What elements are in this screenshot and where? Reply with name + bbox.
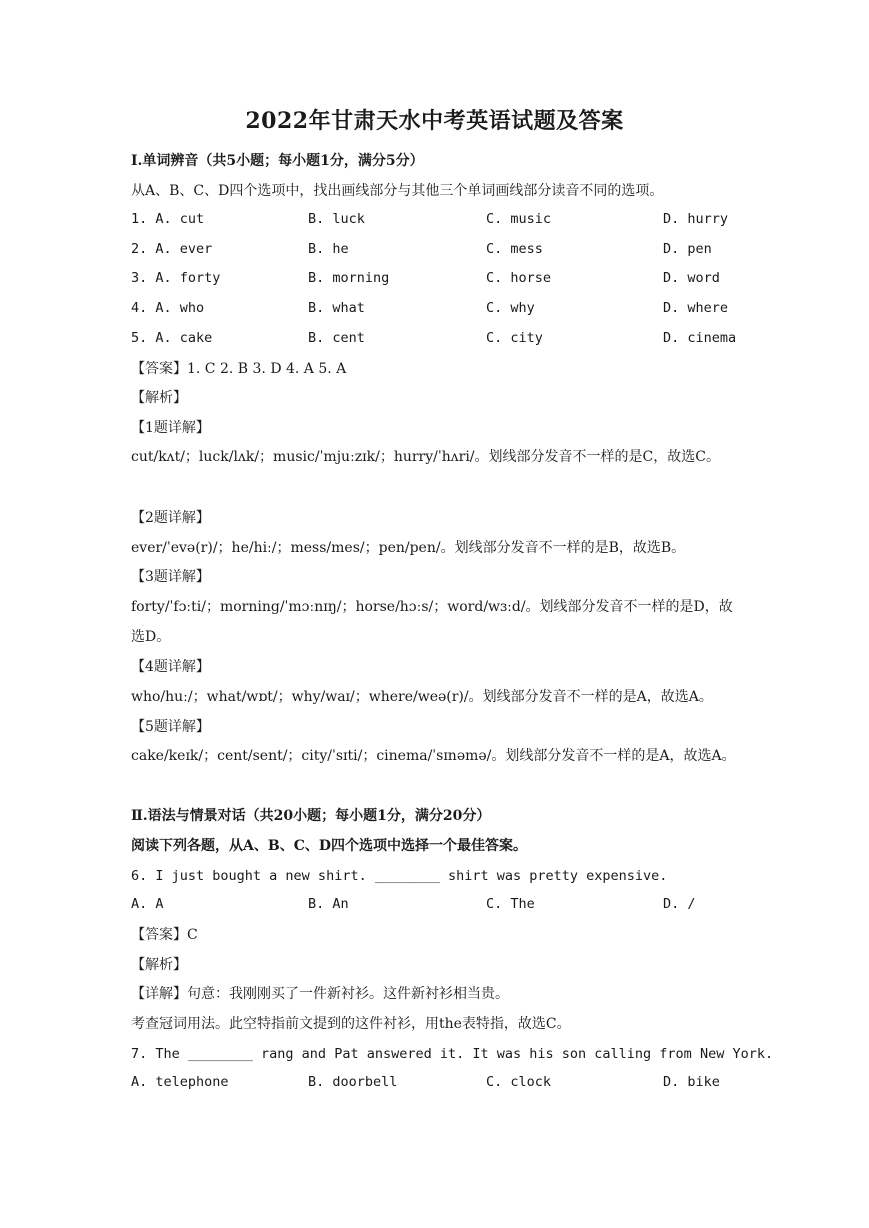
question-3-options [131,270,751,290]
option: D. word [663,270,720,286]
detail-3-label: 【3题详解】 [131,569,210,585]
section1-analysis-label: 【解析】 [131,390,187,406]
detail-5-text: cake/keɪk/；cent/sent/；city/ˈsɪti/；cinema/ˈsɪnəmə/。划线部分发音不一样的是A，故选A。 [131,748,736,764]
option: C. mess [486,241,543,257]
option: D. where [663,300,729,316]
option: A. telephone [131,1074,229,1090]
option: 5. A. cake [131,330,213,346]
section1-heading: Ⅰ.单词辨音（共5小题；每小题1分，满分5分） [131,153,424,169]
question-7-options [131,1074,751,1094]
question-1-options [131,211,751,231]
option: D. hurry [663,211,729,227]
option: C. horse [486,270,552,286]
option: 4. A. who [131,300,205,316]
option: D. bike [663,1074,720,1090]
question-7-stem: 7. The ________ rang and Pat answered it. It was his son calling from New York. [131,1046,774,1062]
question-6-analysis-label: 【解析】 [131,957,187,973]
section1-instruction: 从A、B、C、D四个选项中，找出画线部分与其他三个单词画线部分读音不同的选项。 [131,183,664,199]
detail-4-text: who/huː/；what/wɒt/；why/waɪ/；where/weə(r)/。划线部分发音不一样的是A，故选A。 [131,689,713,705]
option: B. morning [308,270,390,286]
detail-4-label: 【4题详解】 [131,659,210,675]
question-6-detail: 【详解】句意：我刚刚买了一件新衬衫。这件新衬衫相当贵。 [131,986,509,1002]
question-6-explain: 考查冠词用法。此空特指前文提到的这件衬衫，用the表特指，故选C。 [131,1016,571,1032]
question-6-stem: 6. I just bought a new shirt. ________ shirt was pretty expensive. [131,868,668,884]
option: C. why [486,300,535,316]
section2-instruction: 阅读下列各题，从A、B、C、D四个选项中选择一个最佳答案。 [131,838,527,854]
option: B. An [308,896,349,912]
detail-5-label: 【5题详解】 [131,719,210,735]
option: D. pen [663,241,712,257]
detail-2-label: 【2题详解】 [131,510,210,526]
section1-answer: 【答案】1. C 2. B 3. D 4. A 5. A [131,361,347,377]
option: B. he [308,241,349,257]
option: C. clock [486,1074,552,1090]
document-title: 2022年甘肃天水中考英语试题及答案 [245,108,624,134]
option: C. city [486,330,543,346]
option: C. The [486,896,535,912]
section2-heading: Ⅱ.语法与情景对话（共20小题；每小题1分，满分20分） [131,808,491,824]
detail-1-label: 【1题详解】 [131,420,210,436]
option: B. luck [308,211,365,227]
option: 2. A. ever [131,241,213,257]
question-6-options [131,896,751,916]
detail-3-text: forty/ˈfɔːti/；morning/ˈmɔːnɪŋ/；horse/hɔːs/；word/wɜːd/。划线部分发音不一样的是D，故选D。 [131,599,733,645]
option: B. cent [308,330,365,346]
option: 3. A. forty [131,270,221,286]
option: D. / [663,896,696,912]
question-5-options [131,330,751,350]
question-4-options [131,300,751,320]
detail-1-text: cut/kʌt/；luck/lʌk/；music/ˈmjuːzɪk/；hurry/ˈhʌri/。划线部分发音不一样的是C，故选C。 [131,449,720,465]
question-6-answer: 【答案】C [131,927,198,943]
question-2-options [131,241,751,261]
option: B. what [308,300,365,316]
detail-2-text: ever/ˈevə(r)/；he/hiː/；mess/mes/；pen/pen/。划线部分发音不一样的是B，故选B。 [131,540,686,556]
option: A. A [131,896,164,912]
option: C. music [486,211,552,227]
option: D. cinema [663,330,737,346]
option: B. doorbell [308,1074,398,1090]
option: 1. A. cut [131,211,205,227]
